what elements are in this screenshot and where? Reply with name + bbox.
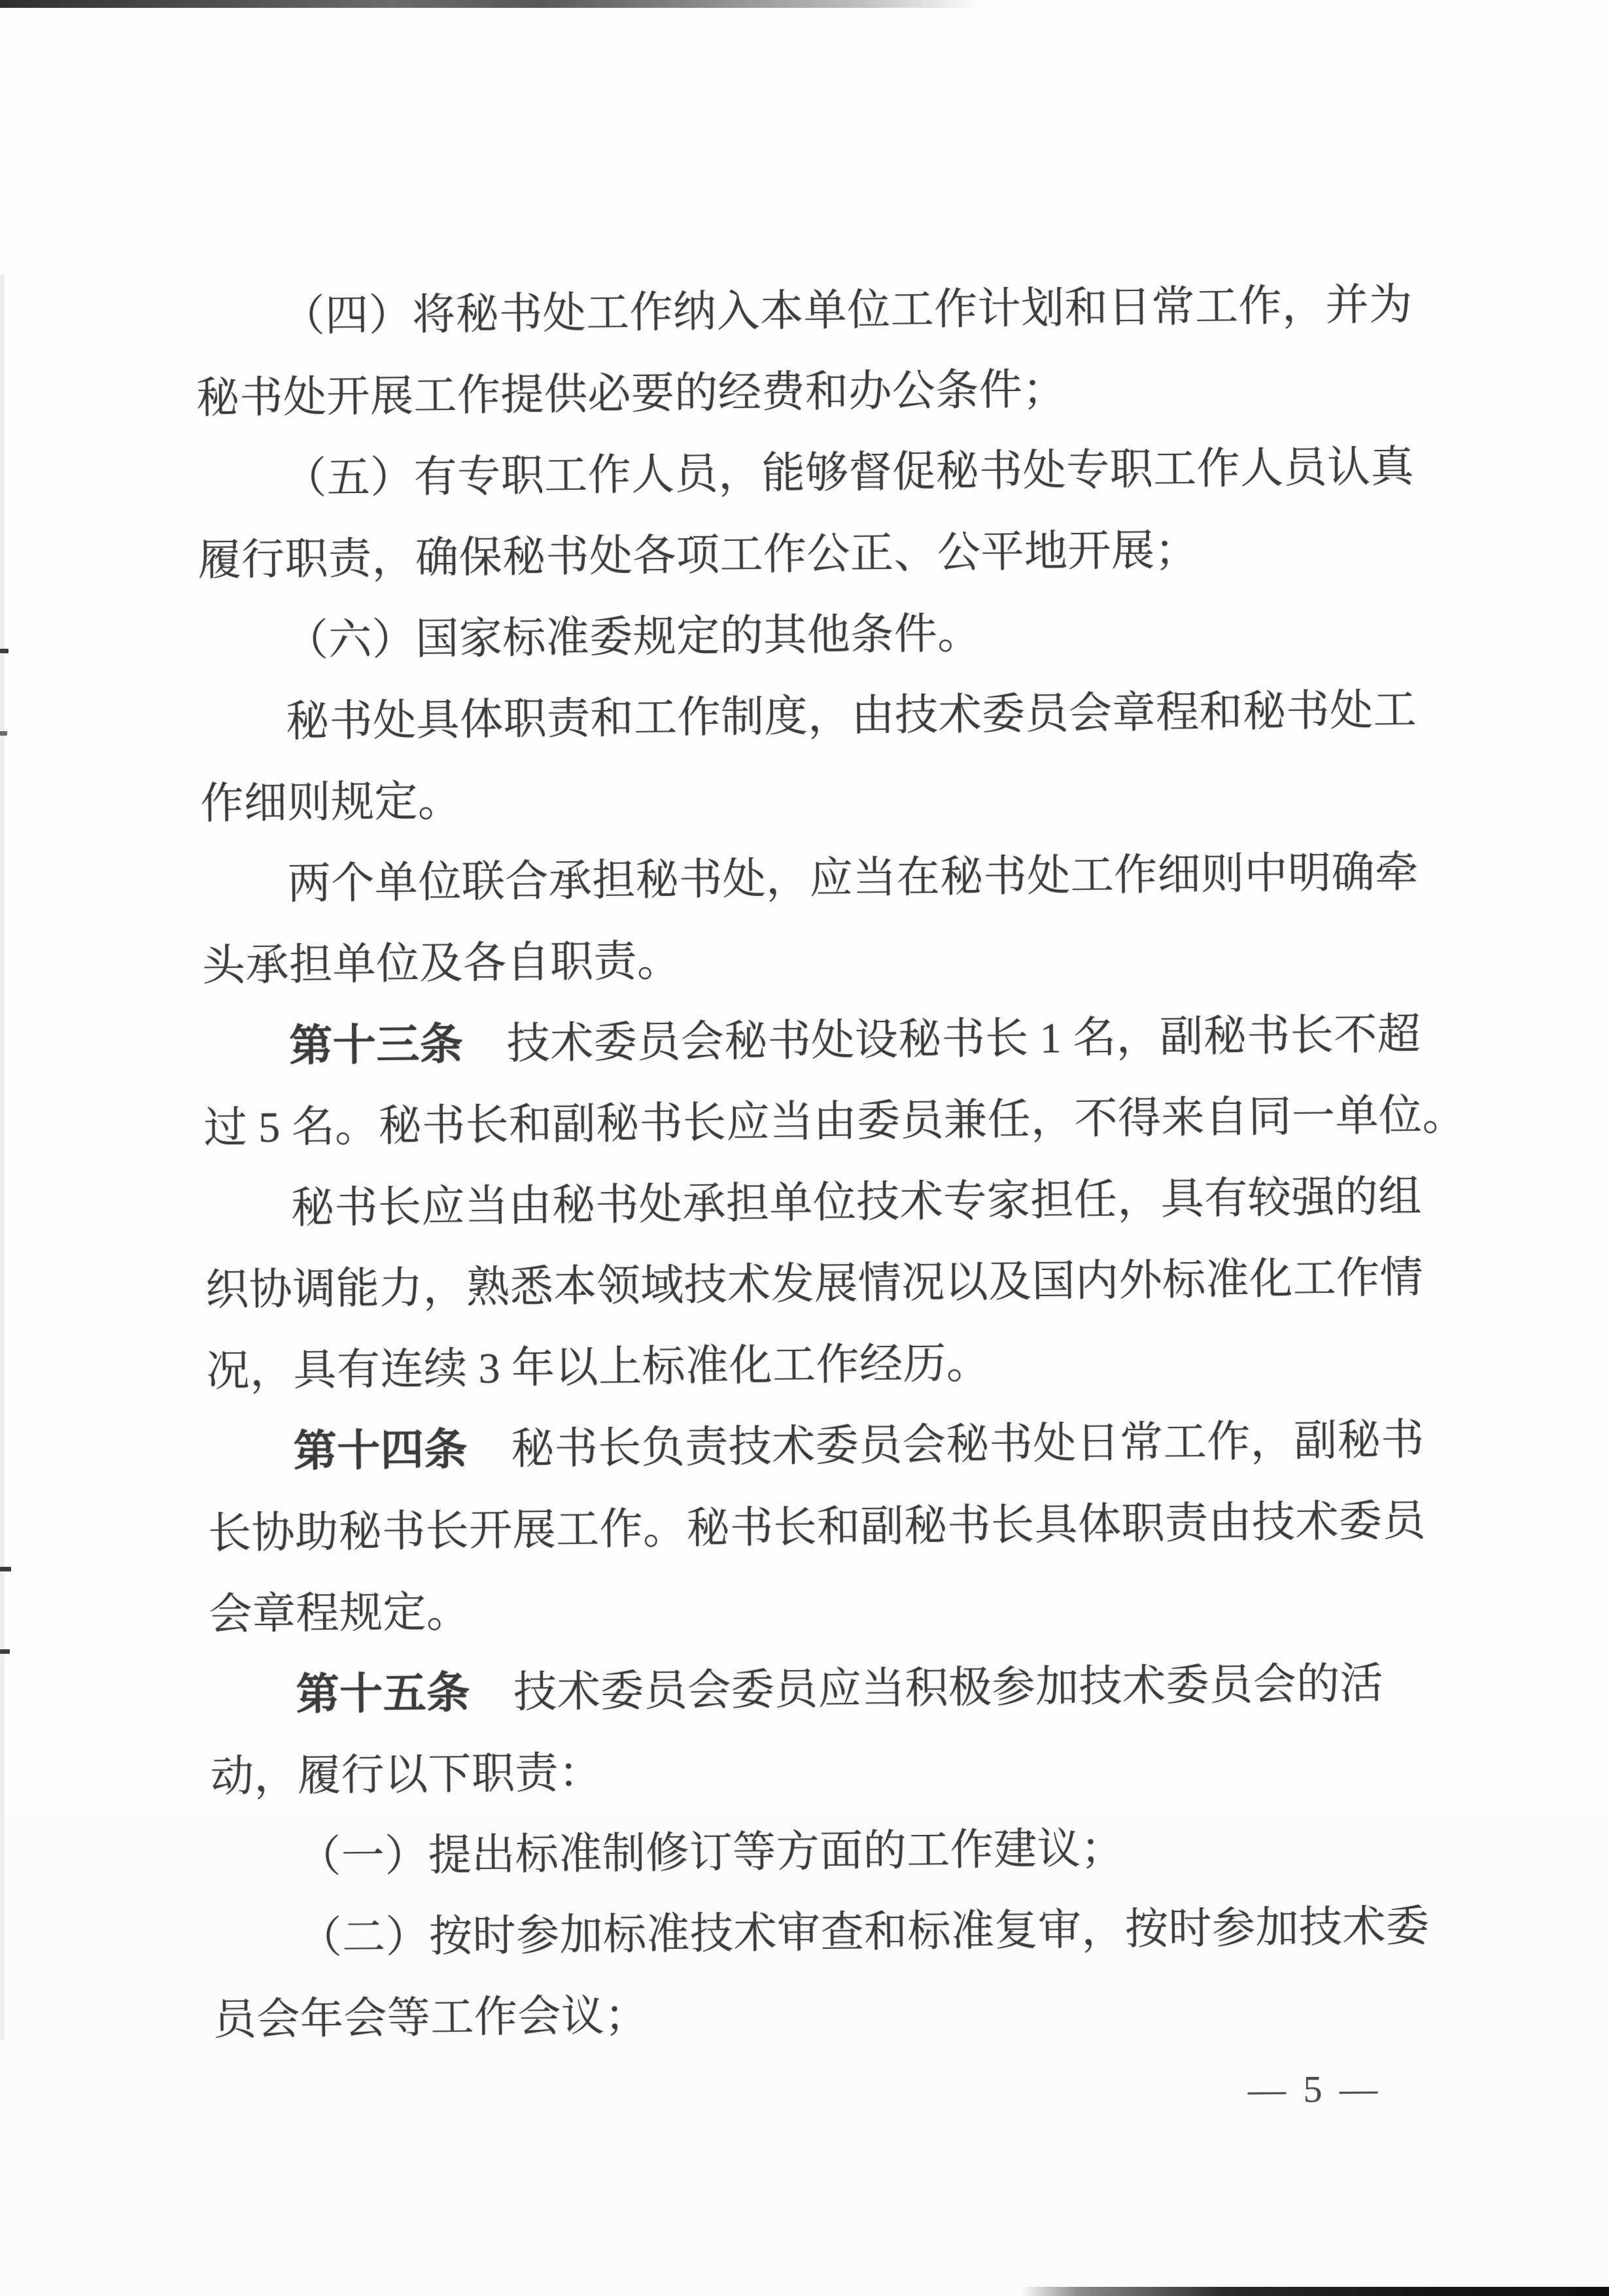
text-line [209, 1562, 1452, 1656]
text-segment: 长协助秘书长开展工作。秘书长和副秘书长具体职责由技术委员 [207, 1497, 1427, 1558]
scan-left-tick-mark [0, 731, 7, 736]
document-body [195, 264, 1466, 2061]
article-heading: 第十五条 [296, 1669, 471, 1719]
scan-left-tick-mark [0, 1649, 10, 1654]
text-segment: 动，履行以下职责： [210, 1749, 602, 1801]
text-segment: 员会年会等工作会议； [213, 1991, 649, 2044]
text-line [212, 1886, 1455, 1980]
text-line [195, 264, 1438, 358]
text-segment: 况，具有连续 3 年以上标准化工作经历。 [206, 1339, 990, 1396]
text-segment: （二）按时参加标准技术审查和标准复审，按时参加技术委 [298, 1902, 1430, 1962]
text-line [203, 1075, 1466, 1169]
text-line [199, 670, 1442, 764]
text-segment: 技术委员会秘书处设秘书长 1 名，副秘书长不超 [462, 1010, 1421, 1069]
text-segment: （四）将秘书处工作纳入本单位工作计划和日常工作，并为 [281, 281, 1413, 341]
text-segment: （六）国家标准委规定的其他条件。 [285, 609, 982, 665]
text-segment: 过 5 名。秘书长和副秘书长应当由委员兼任，不得来自同一单位。 [203, 1091, 1466, 1152]
text-line [207, 1481, 1451, 1575]
text-line [198, 507, 1441, 602]
text-line [209, 1643, 1453, 1737]
scan-left-tick-mark [0, 649, 9, 653]
text-segment: （一）提出标准制修订等方面的工作建议； [297, 1825, 1125, 1881]
scan-edge-top-strip [0, 0, 981, 8]
text-line [211, 1805, 1455, 1899]
text-segment: 两个单位联合承担秘书处，应当在秘书处工作细则中明确牵 [287, 848, 1419, 908]
text-line [203, 994, 1446, 1088]
text-segment: 秘书处开展工作提供必要的经费和办公条件； [196, 366, 1067, 422]
text-segment: 会章程规定。 [209, 1588, 470, 1639]
text-segment: 履行职责，确保秘书处各项工作公正、公平地开展； [198, 526, 1199, 585]
text-segment: 头承担单位及各自职责。 [201, 937, 681, 990]
text-line [207, 1399, 1450, 1494]
text-line [213, 1967, 1456, 2061]
text-line [200, 751, 1444, 845]
text-line [198, 589, 1442, 683]
text-segment: 作细则规定。 [200, 777, 462, 828]
article-heading: 第十三条 [288, 1020, 464, 1071]
text-segment: 织协调能力，熟悉本领域技术发展情况以及国内外标准化工作情 [205, 1254, 1424, 1314]
text-segment: 技术委员会委员应当积极参加技术委员会的活 [470, 1660, 1384, 1717]
text-segment: （五）有专职工作人员，能够督促秘书处专职工作人员认真 [283, 443, 1415, 503]
scan-edge-left-band [0, 275, 5, 2040]
text-line [204, 1156, 1447, 1250]
text-line [201, 913, 1445, 1007]
text-line [206, 1318, 1449, 1413]
text-line [205, 1237, 1449, 1331]
text-line [210, 1724, 1453, 1818]
text-segment: 秘书长负责技术委员会秘书处日常工作，副秘书 [467, 1416, 1425, 1474]
article-heading: 第十四条 [293, 1426, 468, 1476]
scan-edge-bottom-strip [1020, 2287, 1609, 2296]
page-number: — 5 — [1247, 2067, 1382, 2111]
scan-left-tick-mark [0, 1567, 11, 1571]
text-segment: 秘书长应当由秘书处承担单位技术专家担任，具有较强的组 [290, 1173, 1423, 1233]
text-segment: 秘书处具体职责和工作制度，由技术委员会章程和秘书处工 [285, 686, 1417, 746]
text-line [201, 832, 1444, 926]
text-line [196, 345, 1439, 439]
text-line [197, 426, 1440, 521]
